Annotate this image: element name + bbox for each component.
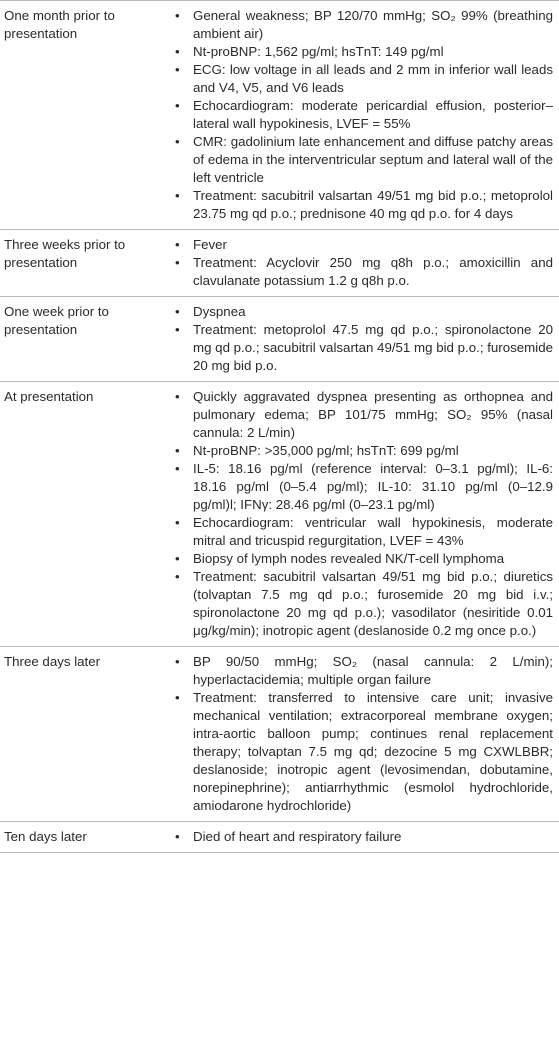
time-label: At presentation (4, 389, 94, 404)
event-list (171, 7, 559, 223)
bullet-icon: • (175, 62, 180, 77)
list-item: • Treatment: transferred to intensive care unit; invasive mechanical ventilation; extracorporeal membrane oxygen; intra-aortic balloon pump; continues renal replacement therapy; tolvaptan 7.5 mg qd; dezocine 5 mg CXWLBBR; deslanoside; inotropic agent (levosimendan, dobutamine, norepinephrine); antiarrhythmic (esmolol hydrochloride, amiodarone hydrochloride) (171, 689, 553, 815)
list-item: • Treatment: sacubitril valsartan 49/51 mg bid p.o.; metoprolol 23.75 mg qd p.o.; prednisone 40 mg qd p.o. for 4 days (171, 187, 553, 223)
bullet-icon: • (175, 654, 180, 669)
time-label: One month prior to presentation (4, 8, 115, 41)
bullet-icon: • (175, 98, 180, 113)
list-item: • Echocardiogram: ventricular wall hypokinesis, moderate mitral and tricuspid regurgitation, LVEF = 43% (171, 514, 553, 550)
bullet-icon: • (175, 389, 180, 404)
bullet-icon: • (175, 255, 180, 270)
bullet-icon: • (175, 443, 180, 458)
table-row (0, 297, 559, 382)
bullet-icon: • (175, 690, 180, 705)
time-label: Three weeks prior to presentation (4, 237, 126, 270)
table-row (0, 822, 559, 853)
list-item: • General weakness; BP 120/70 mmHg; SO₂ 99% (breathing ambient air) (171, 7, 553, 43)
bullet-icon: • (175, 322, 180, 337)
bullet-icon: • (175, 569, 180, 584)
list-item: • Nt-proBNP: 1,562 pg/ml; hsTnT: 149 pg/ml (171, 43, 553, 61)
table-row (0, 647, 559, 822)
list-item: • Echocardiogram: moderate pericardial effusion, posterior–lateral wall hypokinesis, LVEF = 55% (171, 97, 553, 133)
list-item: • Fever (171, 236, 553, 254)
event-list (171, 828, 559, 846)
event-list (171, 303, 559, 375)
bullet-icon: • (175, 515, 180, 530)
bullet-icon: • (175, 304, 180, 319)
list-item: • Died of heart and respiratory failure (171, 828, 553, 846)
time-label: Three days later (4, 654, 101, 669)
event-list (171, 653, 559, 815)
list-item: • CMR: gadolinium late enhancement and diffuse patchy areas of edema in the interventricular septum and lateral wall of the left ventricle (171, 133, 553, 187)
table-row (0, 382, 559, 647)
bullet-icon: • (175, 237, 180, 252)
list-item: • Treatment: Acyclovir 250 mg q8h p.o.; amoxicillin and clavulanate potassium 1.2 g q8h p.o. (171, 254, 553, 290)
list-item: • Biopsy of lymph nodes revealed NK/T-cell lymphoma (171, 550, 553, 568)
list-item: • Quickly aggravated dyspnea presenting as orthopnea and pulmonary edema; BP 101/75 mmHg; SO₂ 95% (nasal cannula: 2 L/min) (171, 388, 553, 442)
table-row (0, 0, 559, 230)
list-item: • Treatment: metoprolol 47.5 mg qd p.o.; spironolactone 20 mg qd p.o.; sacubitril valsartan 49/51 mg bid p.o.; furosemide 20 mg bid p.o. (171, 321, 553, 375)
list-item: • Nt-proBNP: >35,000 pg/ml; hsTnT: 699 pg/ml (171, 442, 553, 460)
list-item: • IL-5: 18.16 pg/ml (reference interval: 0–3.1 pg/ml); IL-6: 18.16 pg/ml (0–5.4 pg/ml); IL-10: 31.10 pg/ml (0–12.9 pg/ml)l; IFNγ: 28.46 pg/ml (0–23.1 pg/ml) (171, 460, 553, 514)
bullet-icon: • (175, 44, 180, 59)
list-item: • Dyspnea (171, 303, 553, 321)
list-item: • Treatment: sacubitril valsartan 49/51 mg bid p.o.; diuretics (tolvaptan 7.5 mg qd p.o.; furosemide 20 mg bid i.v.; spironolactone 20 mg qd p.o.); vasodilator (nesiritide 0.01 μg/kg/min); inotropic agent (deslanoside 0.2 mg once p.o.) (171, 568, 553, 640)
bullet-icon: • (175, 551, 180, 566)
bullet-icon: • (175, 8, 180, 23)
list-item: • BP 90/50 mmHg; SO₂ (nasal cannula: 2 L/min); hyperlactacidemia; multiple organ failure (171, 653, 553, 689)
event-list (171, 236, 559, 290)
list-item: • ECG: low voltage in all leads and 2 mm in inferior wall leads and V4, V5, and V6 leads (171, 61, 553, 97)
bullet-icon: • (175, 461, 180, 476)
time-label: Ten days later (4, 829, 87, 844)
table-row (0, 230, 559, 297)
bullet-icon: • (175, 829, 180, 844)
bullet-icon: • (175, 188, 180, 203)
event-list (171, 388, 559, 640)
bullet-icon: • (175, 134, 180, 149)
time-label: One week prior to presentation (4, 304, 109, 337)
